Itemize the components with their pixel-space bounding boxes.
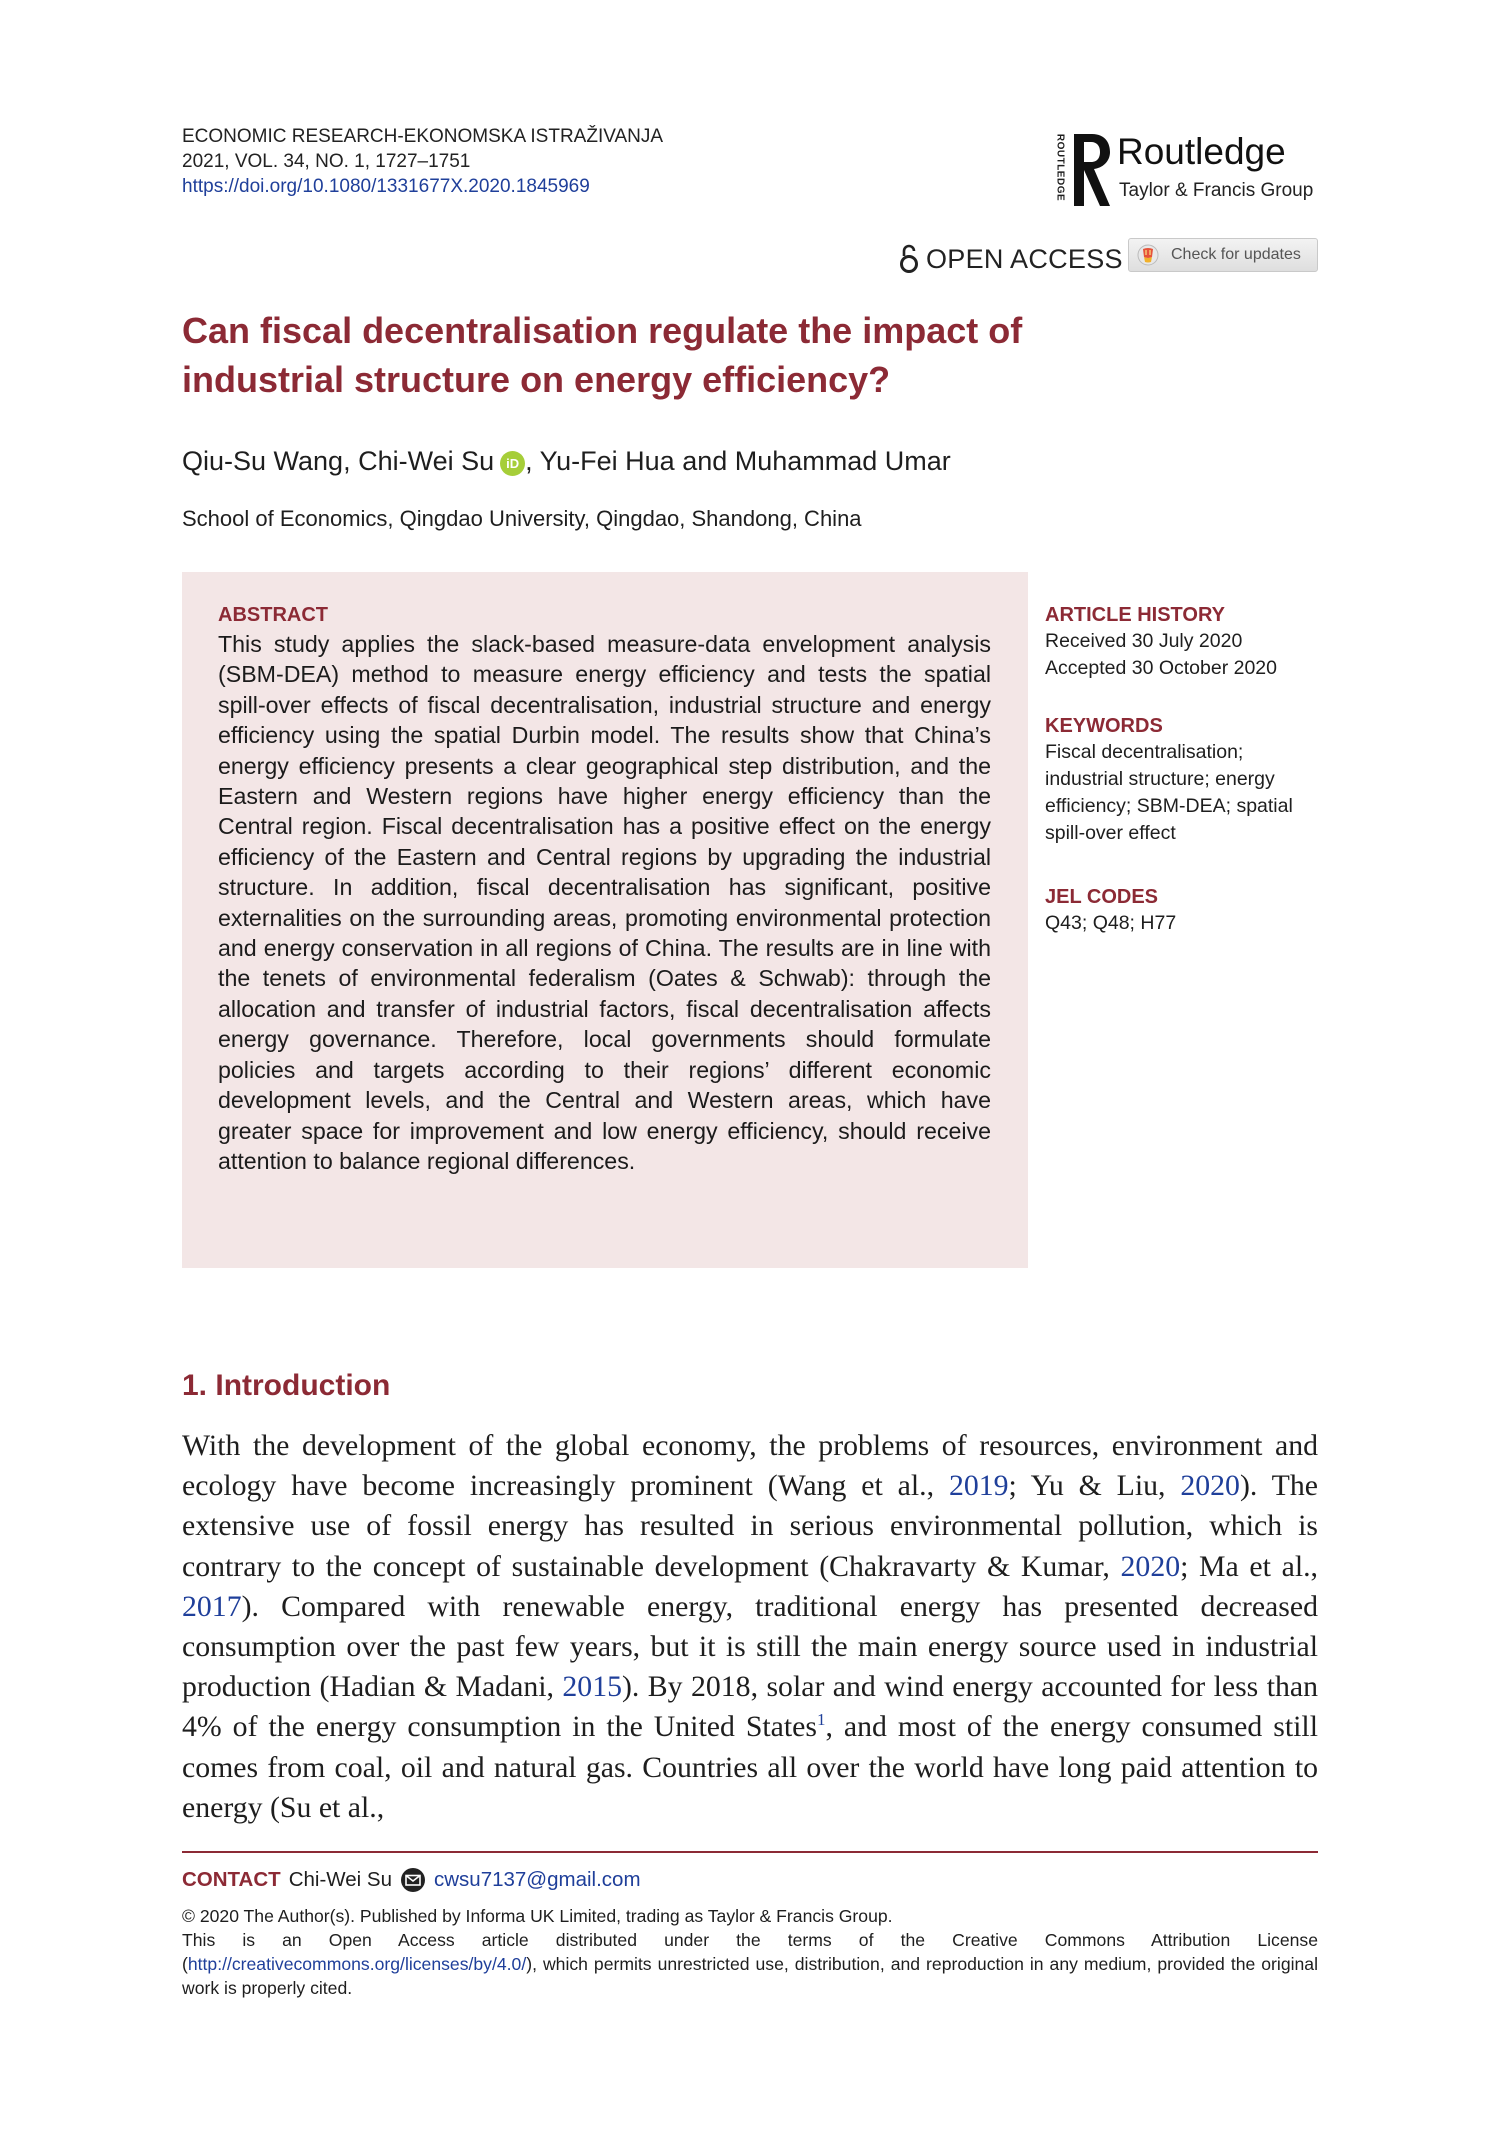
journal-info — [182, 124, 663, 199]
publisher-group: Taylor & Francis Group — [1119, 180, 1314, 201]
contact-line — [182, 1866, 641, 1894]
footer-divider — [182, 1851, 1318, 1853]
open-access-text: OPEN ACCESS — [926, 244, 1123, 274]
abstract-heading: ABSTRACT — [218, 604, 328, 626]
intro-paragraph: With the development of the global economy, the problems of resources, environment and ecology have become increasingly prominent (Wang et al., 2019; Yu & Liu, 2020). The extensive use of fossil energy has resulted in serious environmental pollution, which is contrary to the concept of sustainable development (Chakravarty & Kumar, 2020; Ma et al., 2017). Compared with renewable energy, traditional energy has presented decreased consumption over the past few years, but it is still the main energy source used in industrial production (Hadian & Madani, 2015). By 2018, solar and wind energy accounted for less than 4% of the energy consumption in the United States$^1$, and most of the energy consumed still comes from coal, oil and natural gas. Countries all over the world have long paid attention to energy (Su et al., — [182, 1429, 1318, 1824]
orcid-icon[interactable]: iD — [500, 451, 525, 476]
keywords-section — [1045, 713, 1320, 847]
article-title: Can fiscal decentralisation regulate the impact of industrial structure on energy efficiency? — [182, 310, 1023, 400]
citation-link[interactable]: 2020 — [1120, 1549, 1181, 1583]
open-access-label — [898, 242, 1123, 276]
crossmark-icon — [1137, 244, 1159, 266]
journal-name: ECONOMIC RESEARCH-EKONOMSKA ISTRAŽIVANJA — [182, 126, 664, 147]
abstract-text: This study applies the slack-based measure-data envelopment analysis (SBM-DEA) method to measure energy efficiency and tests the spatial spill-over effects of fiscal decentralisation, industrial structure and energy efficiency using the spatial Durbin model. The results show that China’s energy efficiency presents a clear geographical step distribution, and the Eastern and Western regions have higher energy efficiency than the Central region. Fiscal decentralisation has a positive effect on the energy efficiency of the Eastern and Central regions by upgrading the industrial structure. In addition, fiscal decentralisation has significant, positive externalities on the surrounding areas, promoting environmental protection and energy conservation in all regions of China. The results are in line with the tenets of environmental federalism (Oates & Schwab): through the allocation and transfer of industrial factors, fiscal decentralisation affects energy governance. Therefore, local governments should formulate policies and targets according to their regions’ different economic development levels, and the Central and Western areas, which have greater space for improvement and low energy efficiency, should receive attention to balance regional differences. — [218, 631, 991, 1174]
open-lock-icon — [898, 244, 920, 274]
license-text: This is an Open Access article distributed under the terms of the Creative Commons Attribution License (http://creativecommons.org/licenses/by/4.0/), which permits unrestricted use, distribution, and reproduction in any medium, provided the original work is properly cited. — [182, 1930, 1318, 1998]
section-heading: 1. Introduction — [182, 1369, 391, 1402]
contact-name: Chi-Wei Su — [288, 1868, 392, 1891]
article-history-heading: ARTICLE HISTORY — [1045, 604, 1226, 626]
affiliation: School of Economics, Qingdao University, Qingdao, Shandong, China — [182, 506, 862, 531]
copyright-line: © 2020 The Author(s). Published by Informa UK Limited, trading as Taylor & Francis Group. — [182, 1906, 893, 1926]
journal-volume: 2021, VOL. 34, NO. 1, 1727–1751 — [182, 151, 471, 172]
author-list — [182, 443, 951, 479]
check-updates-button[interactable] — [1128, 238, 1318, 272]
citation-link[interactable]: 2017 — [182, 1589, 242, 1623]
citation-link[interactable]: 2015 — [562, 1670, 622, 1704]
contact-email[interactable]: cwsu7137@gmail.com — [433, 1868, 641, 1891]
publisher-logo — [1052, 130, 1315, 212]
publisher-name: Routledge — [1117, 131, 1286, 172]
routledge-r-icon — [1070, 132, 1114, 210]
citation-link[interactable]: 2019 — [948, 1469, 1009, 1503]
jel-section — [1045, 884, 1335, 937]
contact-label: CONTACT — [182, 1868, 281, 1891]
received-date: Received 30 July 2020 — [1045, 630, 1243, 652]
envelope-icon — [400, 1867, 426, 1893]
keywords-list: Fiscal decentralisation; industrial structure; energy efficiency; SBM-DEA; spatial spill-over effect — [1045, 741, 1293, 844]
keywords-heading: KEYWORDS — [1045, 715, 1163, 737]
jel-codes: Q43; Q48; H77 — [1045, 912, 1177, 934]
copyright-notice — [182, 1904, 1318, 2000]
authors-first: Qiu-Su Wang, Chi-Wei Su — [182, 446, 495, 476]
accepted-date: Accepted 30 October 2020 — [1045, 657, 1277, 679]
footnote-ref[interactable]: 1 — [817, 1710, 826, 1730]
license-link[interactable]: http://creativecommons.org/licenses/by/4.0/ — [187, 1954, 527, 1974]
doi-link[interactable]: https://doi.org/10.1080/1331677X.2020.1845969 — [182, 176, 590, 197]
logo-vertical-text: ROUTLEDGE — [1054, 133, 1066, 202]
jel-heading: JEL CODES — [1045, 886, 1158, 908]
authors-rest: , Yu-Fei Hua and Muhammad Umar — [525, 446, 951, 476]
article-history — [1045, 602, 1335, 682]
check-updates-label: Check for updates — [1171, 246, 1301, 263]
citation-link[interactable]: 2020 — [1180, 1469, 1240, 1503]
